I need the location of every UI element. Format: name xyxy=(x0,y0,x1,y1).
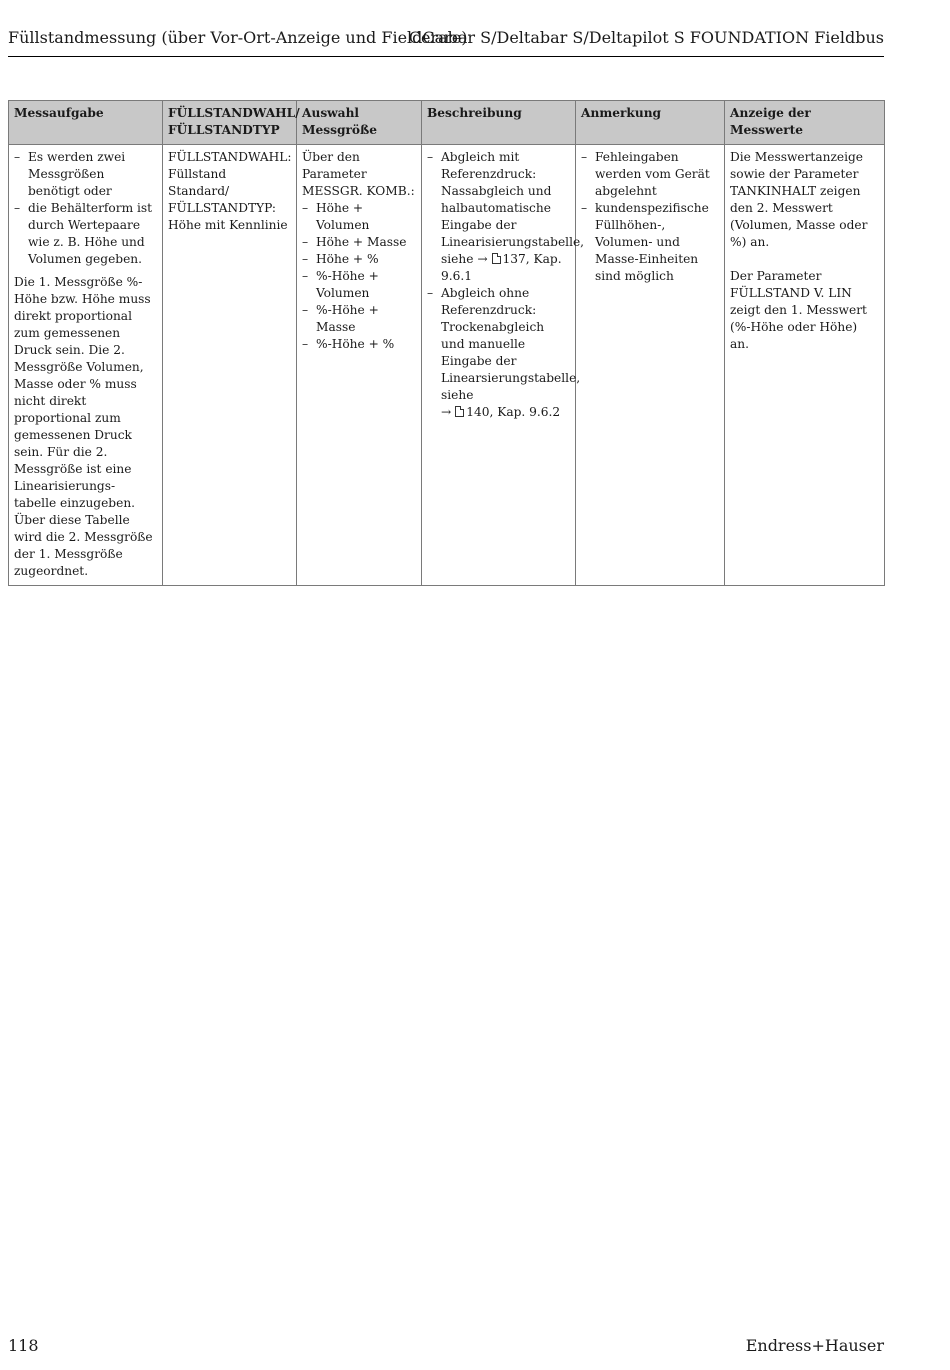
list-item: – %-Höhe + Masse xyxy=(302,302,416,336)
beschreibung-list xyxy=(427,149,585,421)
list-item: – %-Höhe + Volumen xyxy=(302,268,416,302)
page-reference-link[interactable]: 137, Kap. 9.6.1 xyxy=(441,252,562,283)
list-item: – kundenspezifische Füllhöhen-, Volumen- und Masse-Einheiten sind möglich xyxy=(581,200,719,285)
anmerkung-list xyxy=(581,149,719,285)
arrow-right-icon: → xyxy=(441,405,452,419)
page-header xyxy=(8,26,884,57)
page-reference-icon xyxy=(492,253,501,264)
messaufgabe-list xyxy=(14,149,157,268)
list-item xyxy=(427,285,581,421)
fuellstandwahl-value: Füllstand Standard/ xyxy=(168,167,230,198)
header-section-title: Füllstandmessung (über Vor-Ort-Anzeige und FieldCare) xyxy=(8,28,468,47)
cell-fuellstandwahl xyxy=(163,145,297,586)
page-reference-icon xyxy=(455,406,464,417)
list-item: – die Behälterform ist durch Wertepaare wie z. B. Höhe und Volumen gegeben. xyxy=(14,200,157,268)
fuellstandwahl-label: FÜLLSTANDWAHL: xyxy=(168,150,292,164)
anzeige-paragraph-1: Die Messwertanzeige sowie der Parameter TANKINHALT zeigen den 2. Messwert (Volumen, Masse oder %) an. xyxy=(730,150,868,249)
messaufgabe-paragraph: Die 1. Messgröße %-Höhe bzw. Höhe muss direkt proportional zum gemessenen Druck sein. Die 2. Messgröße Volumen, Masse oder % muss nicht direkt proportional zum gemessenen Druck sein. Für die 2. Messgröße ist eine Linearisierungs-tabelle einzugeben. Über diese Tabelle wird die 2. Messgröße der 1. Messgröße zugeordnet. xyxy=(14,275,153,578)
brand-footer: Endress+Hauser xyxy=(745,1336,884,1355)
arrow-right-icon: → xyxy=(477,252,488,266)
list-item: – Höhe + % xyxy=(302,251,416,268)
fuellstandtyp-label: FÜLLSTANDTYP: xyxy=(168,201,277,215)
cell-anzeige-messwerte xyxy=(725,145,885,586)
page-number: 118 xyxy=(8,1336,39,1355)
messgroesse-list xyxy=(302,200,416,353)
messgroesse-intro: Über den Parameter MESSGR. KOMB.: xyxy=(302,150,415,198)
measurement-table xyxy=(8,100,885,586)
header-product-title: Cerabar S/Deltabar S/Deltapilot S FOUNDATION Fieldbus xyxy=(408,28,884,47)
list-item: – Höhe + Volumen xyxy=(302,200,416,234)
table-header-row xyxy=(9,101,885,145)
table-row xyxy=(9,145,885,586)
cell-messaufgabe xyxy=(9,145,163,586)
column-header-anzeige-messwerte: Anzeige der Messwerte xyxy=(725,101,885,145)
column-header-anmerkung: Anmerkung xyxy=(576,101,725,145)
cell-auswahl-messgroesse xyxy=(297,145,422,586)
beschreibung-text-2: Abgleich ohne Referenzdruck: Trockenabgleich und manuelle Eingabe der Linearsierungstabelle, siehe xyxy=(441,286,581,402)
column-header-beschreibung: Beschreibung xyxy=(422,101,576,145)
column-header-messaufgabe: Messaufgabe xyxy=(9,101,163,145)
list-item xyxy=(427,149,585,285)
list-item: – Fehleingaben werden vom Gerät abgelehnt xyxy=(581,149,719,200)
list-item: – %-Höhe + % xyxy=(302,336,416,353)
cell-anmerkung xyxy=(576,145,725,586)
column-header-auswahl-messgroesse: Auswahl Messgröße xyxy=(297,101,422,145)
fuellstandtyp-value: Höhe mit Kennlinie xyxy=(168,218,288,232)
page-reference-link[interactable]: 140, Kap. 9.6.2 xyxy=(466,405,561,419)
cell-beschreibung xyxy=(422,145,585,586)
beschreibung-text-1: Abgleich mit Referenzdruck: Nassabgleich und halbautomatische Eingabe der Linearisierungstabelle, siehe xyxy=(441,150,585,266)
anzeige-paragraph-2: Der Parameter FÜLLSTAND V. LIN zeigt den 1. Messwert (%-Höhe oder Höhe) an. xyxy=(730,269,867,351)
list-item: – Höhe + Masse xyxy=(302,234,416,251)
list-item: – Es werden zwei Messgrößen benötigt oder xyxy=(14,149,157,200)
column-header-fuellstandwahl: FÜLLSTANDWAHL/ FÜLLSTANDTYP xyxy=(163,101,297,145)
